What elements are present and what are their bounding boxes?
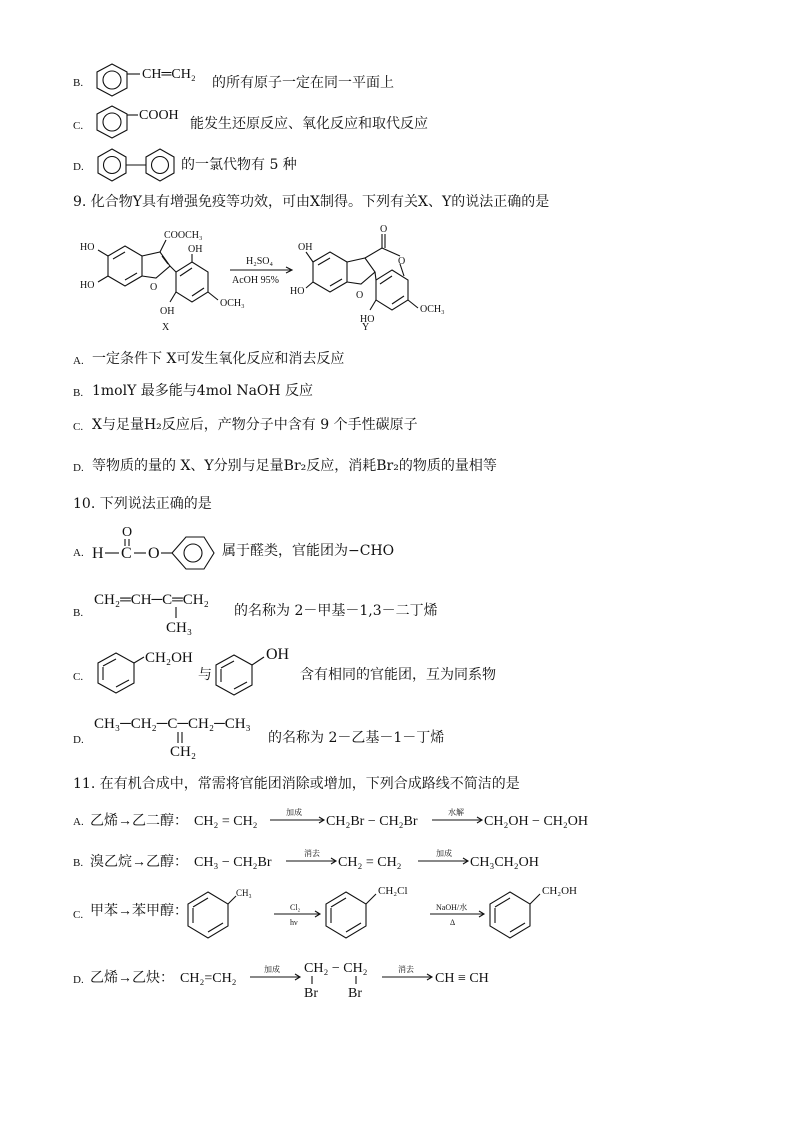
methoxy-label: OCH₃ [220,298,245,309]
route-step: CH₂ − CH₂ [304,961,368,976]
chloromethyl-label: CH₂Cl [378,885,408,897]
vinyl-formula: CH═CH₂ [142,67,196,82]
option-text: X与足量H₂反应后，产物分子中含有 9 个手性碳原子 [92,417,418,433]
option-letter: A. [73,816,84,828]
option-text: 一定条件下 X可发生氧化反应和消去反应 [92,351,345,367]
option-letter: B. [73,857,84,869]
route-title: 溴乙烷→乙醇： [90,855,188,870]
hydroxyl-label: OH [266,646,290,663]
route-title: 甲苯→苯甲醇： [90,904,188,919]
conjunction-and: 与 [198,668,212,683]
route-step: CH₂=CH₂ [180,971,237,986]
condition-label: 消去 [398,965,414,974]
compound-label: X [162,322,170,333]
methyl-branch: CH₃ [166,620,193,636]
option-letter: A. [73,547,84,559]
carbonyl-oxygen: O [380,224,388,235]
route-c [90,880,620,944]
route-b [90,846,570,874]
condition-label: Cl₂ [290,903,301,912]
lactone-oxygen: O [398,256,406,267]
link-oxygen: O [148,545,160,562]
route-step: CH₃ − CH₂Br [194,855,272,870]
condition-label: NaOH/水 [436,903,468,912]
option-letter: B. [73,77,84,89]
solvent-label: AcOH 95% [232,275,279,286]
phenyl-formate-structure [92,522,222,574]
option-text: 属于醛类，官能团为−CHO [222,543,395,559]
ring-oxygen: O [150,282,158,293]
oh-label: OH [298,242,313,253]
methyl-label: CH₃ [236,888,252,898]
ho-label: HO [290,286,305,297]
condition-label: 水解 [448,808,464,817]
condition-label: 加成 [286,808,302,817]
ho-label: HO [80,242,95,253]
question-stem: 10. 下列说法正确的是 [73,496,212,512]
compound-y-structure [290,222,470,334]
route-title: 乙烯→乙二醇： [90,814,188,829]
carbonyl-oxygen: O [122,525,133,540]
bromine-label: Br [304,986,318,1001]
option-text: 的所有原子一定在同一平面上 [212,75,394,91]
condition-label: 消去 [304,849,320,858]
route-step: CH₂Br − CH₂Br [326,814,418,829]
route-step: CH₂OH − CH₂OH [484,814,588,829]
isoprene-formula [94,588,239,638]
methylene-branch: CH₂ [170,744,197,760]
ethyl-butene-formula [94,712,274,760]
option-text: 的名称为 2－甲基－1,3－二丁烯 [234,603,438,619]
option-text: 1molY 最多能与4mol NaOH 反应 [92,383,314,399]
option-letter: C. [73,120,84,132]
carbon-label: C [121,545,132,562]
question-stem: 9. 化合物Y具有增强免疫等功效，可由X制得。下列有关X、Y的说法正确的是 [73,194,550,210]
oh-label: OH [188,244,203,255]
hydrogen-label: H [92,545,104,562]
option-letter: A. [73,355,84,367]
option-text: 的名称为 2－乙基－1－丁烯 [268,730,445,746]
option-letter: B. [73,607,84,619]
compound-label: Y [362,322,370,333]
option-letter: D. [73,974,84,986]
ho-label: HO [360,314,375,325]
option-letter: C. [73,421,84,433]
condition-label: 加成 [264,965,280,974]
route-title: 乙烯→乙炔： [90,971,174,986]
carboxyl-formula: COOH [139,108,179,123]
condition-label: Δ [450,918,456,927]
oh-label: OH [160,306,175,317]
main-chain: CH₂═CH─C═CH₂ [94,592,209,608]
option-text: 含有相同的官能团，互为同系物 [300,667,496,683]
option-letter: D. [73,161,84,173]
option-letter: D. [73,462,84,474]
route-d [90,954,510,1000]
bromine-label: Br [348,986,362,1001]
reagent-label: H₂SO₄ [246,256,273,267]
ring-oxygen: O [356,290,364,301]
main-chain: CH₃─CH₂─C─CH₂─CH₃ [94,716,251,732]
option-text: 等物质的量的 X、Y分别与足量Br₂反应，消耗Br₂的物质的量相等 [92,458,497,474]
question-stem: 11. 在有机合成中，常需将官能团消除或增加，下列合成路线不简洁的是 [73,776,520,792]
ho-label: HO [80,280,95,291]
route-step: CH₃CH₂OH [470,855,539,870]
biphenyl-structure [96,148,180,182]
option-text: 能发生还原反应、氧化反应和取代反应 [190,116,428,132]
route-step: CH₂ = CH₂ [338,855,402,870]
hydroxymethyl-label: CH₂OH [542,885,578,897]
option-letter: D. [73,734,84,746]
methoxy-label: OCH₃ [420,304,445,315]
condition-label: 加成 [436,849,452,858]
option-text: 的一氯代物有 5 种 [181,157,297,173]
route-step: CH₂ = CH₂ [194,814,258,829]
route-step: CH ≡ CH [435,971,489,986]
benzyl-alcohol-phenol [94,645,304,693]
hydroxymethyl-label: CH₂OH [145,650,193,666]
option-letter: C. [73,671,84,683]
ester-label: COOCH₃ [164,230,203,241]
route-a [90,805,610,833]
reaction-arrow [228,252,298,292]
condition-label: hν [290,918,298,927]
option-letter: C. [73,909,84,921]
styrene-structure [96,62,226,98]
option-letter: B. [73,387,84,399]
